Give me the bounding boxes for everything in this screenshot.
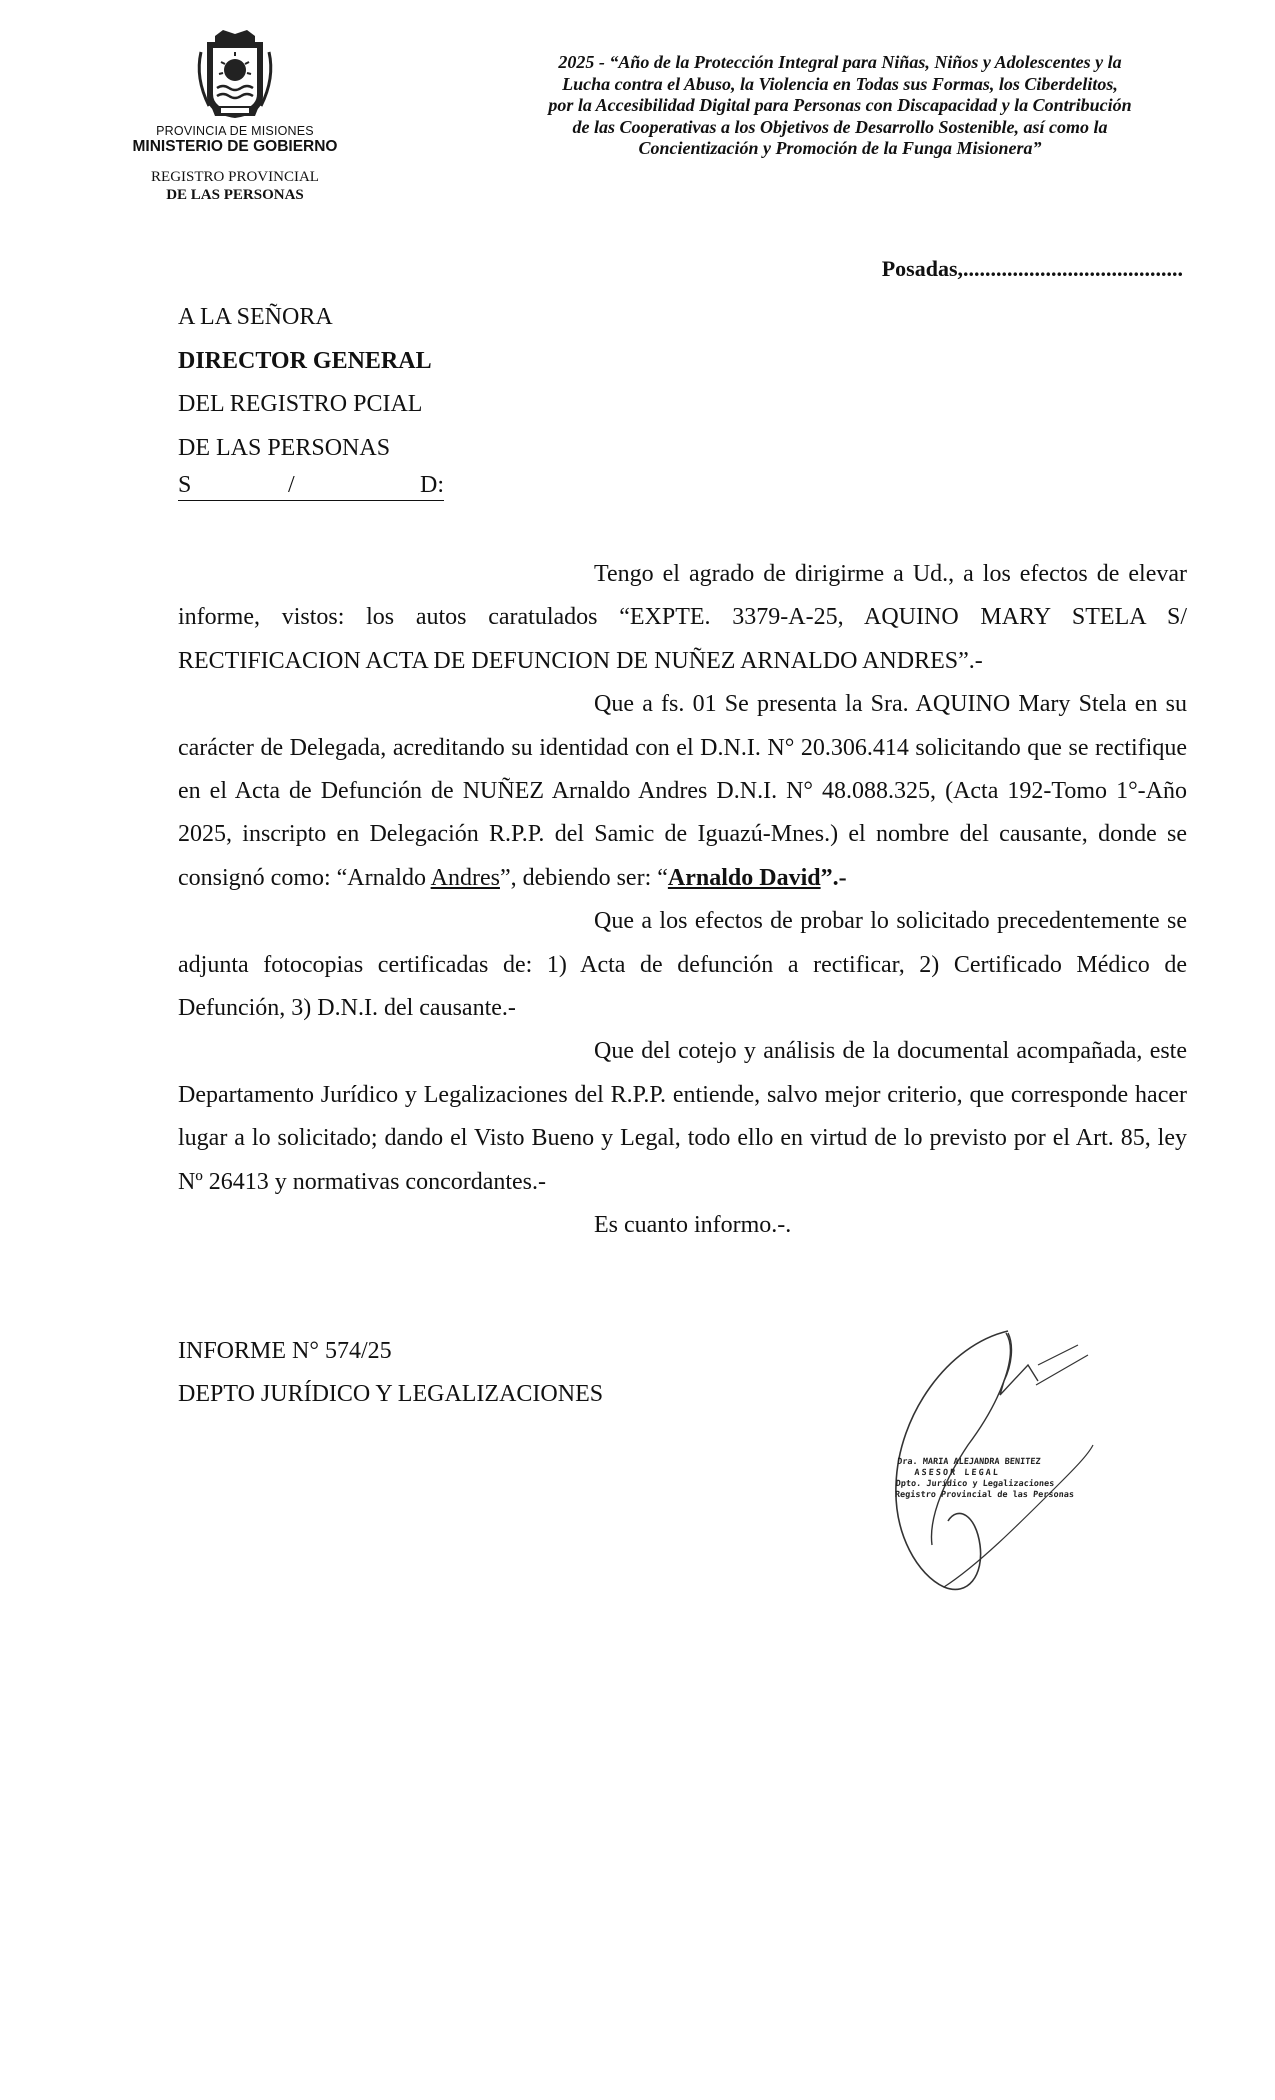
request-text: Que a fs. 01 Se presenta la Sra. AQUINO Mary Stela en su carácter de Delegada, acreditando su identidad con el D.N.I. N° 20.306.414 solicitando que se rectifique en el Acta de Defunción de NUÑEZ Arnaldo Andres D.N.I. N° 48.088.325, (Acta 192-Tomo 1°-Año 2025, inscripto en Delegación R.P.P. del Samic de Iguazú-Mnes.) el nombre del causante, donde se consignó como: “Arnaldo (178, 691, 1187, 891)
paragraph-closing: Es cuanto informo.-. (594, 1212, 792, 1239)
report-body (178, 553, 1187, 1248)
paragraph-intro: Tengo el agrado de dirigirme a Ud., a los efectos de elevar informe, vistos: los autos caratulados “EXPTE. 3379-A-25, AQUINO MARY STELA S/ RECTIFICACION ACTA DE DEFUNCION DE NUÑEZ ARNALDO ANDRES”.- (178, 561, 1187, 674)
stamp-role: ASESOR LEGAL (914, 1468, 1001, 1478)
paragraph-evidence: Que a los efectos de probar lo solicitado precedentemente se adjunta fotocopias certificadas de: 1) Acta de defunción a rectificar, 2) Certificado Médico de Defunción, 3) D.N.I. del causante.- (178, 908, 1187, 1022)
motto-line: por la Accesibilidad Digital para Personas con Discapacidad y la Contribución (548, 95, 1132, 115)
province-name: PROVINCIA DE MISIONES (156, 124, 314, 138)
sd-slash: / (288, 472, 295, 498)
sd-line (178, 470, 444, 517)
sd-s: S (178, 472, 192, 498)
addressee-office-cont: DE LAS PERSONAS (178, 434, 391, 461)
legal-advisor-stamp (894, 1457, 1097, 1501)
addressee-office: DEL REGISTRO PCIAL (178, 391, 423, 417)
stamp-name: Dra. MARIA ALEJANDRA BENITEZ (896, 1457, 1041, 1467)
motto-line: Concientización y Promoción de la Funga Misionera” (638, 138, 1042, 158)
motto-line: 2025 - “Año de la Protección Integral para Niñas, Niños y Adolescentes y la (558, 52, 1122, 72)
correct-name: Arnaldo David (667, 864, 821, 891)
wrong-name: Andres (430, 864, 500, 891)
registry-name-line2: DE LAS PERSONAS (166, 187, 304, 203)
letterhead-logo-block (110, 26, 360, 204)
paragraph-analysis: Que del cotejo y análisis de la documental acompañada, este Departamento Jurídico y Legalizaciones del R.P.P. entiende, salvo mejor criterio, que corresponde hacer lugar a lo solicitado; dando el Visto Bueno y Legal, todo ello en virtud de lo previsto por el Art. 85, ley Nº 26413 y normativas concordantes.- (178, 1038, 1187, 1195)
stamp-department: Dpto. Jurídico y Legalizaciones (895, 1479, 1055, 1489)
stamp-registry: Registro Provincial de las Personas (894, 1490, 1075, 1500)
date-line: Posadas,........................................ (881, 256, 1183, 281)
provincial-seal-icon (187, 26, 283, 122)
report-footer (178, 1330, 603, 1416)
department-name: DEPTO JURÍDICO Y LEGALIZACIONES (178, 1381, 604, 1407)
ministry-name: MINISTERIO DE GOBIERNO (132, 138, 338, 155)
motto-line: Lucha contra el Abuso, la Violencia en Todas sus Formas, los Ciberdelitos, (562, 73, 1118, 94)
request-text-mid: ”, debiendo ser: “ (499, 864, 668, 891)
registry-name-line1: REGISTRO PROVINCIAL (151, 169, 319, 185)
sd-d: D: (420, 472, 444, 498)
motto-line: de las Cooperativas a los Objetivos de Desarrollo Sostenible, así como la (572, 116, 1108, 137)
report-number: INFORME N° 574/25 (178, 1338, 392, 1364)
paragraph-request (178, 683, 1187, 900)
addressee-title: DIRECTOR GENERAL (178, 347, 432, 374)
request-text-end: ”.- (820, 864, 847, 891)
addressee-block (178, 296, 444, 517)
year-motto (470, 52, 1210, 160)
addressee-salutation: A LA SEÑORA (178, 304, 333, 330)
